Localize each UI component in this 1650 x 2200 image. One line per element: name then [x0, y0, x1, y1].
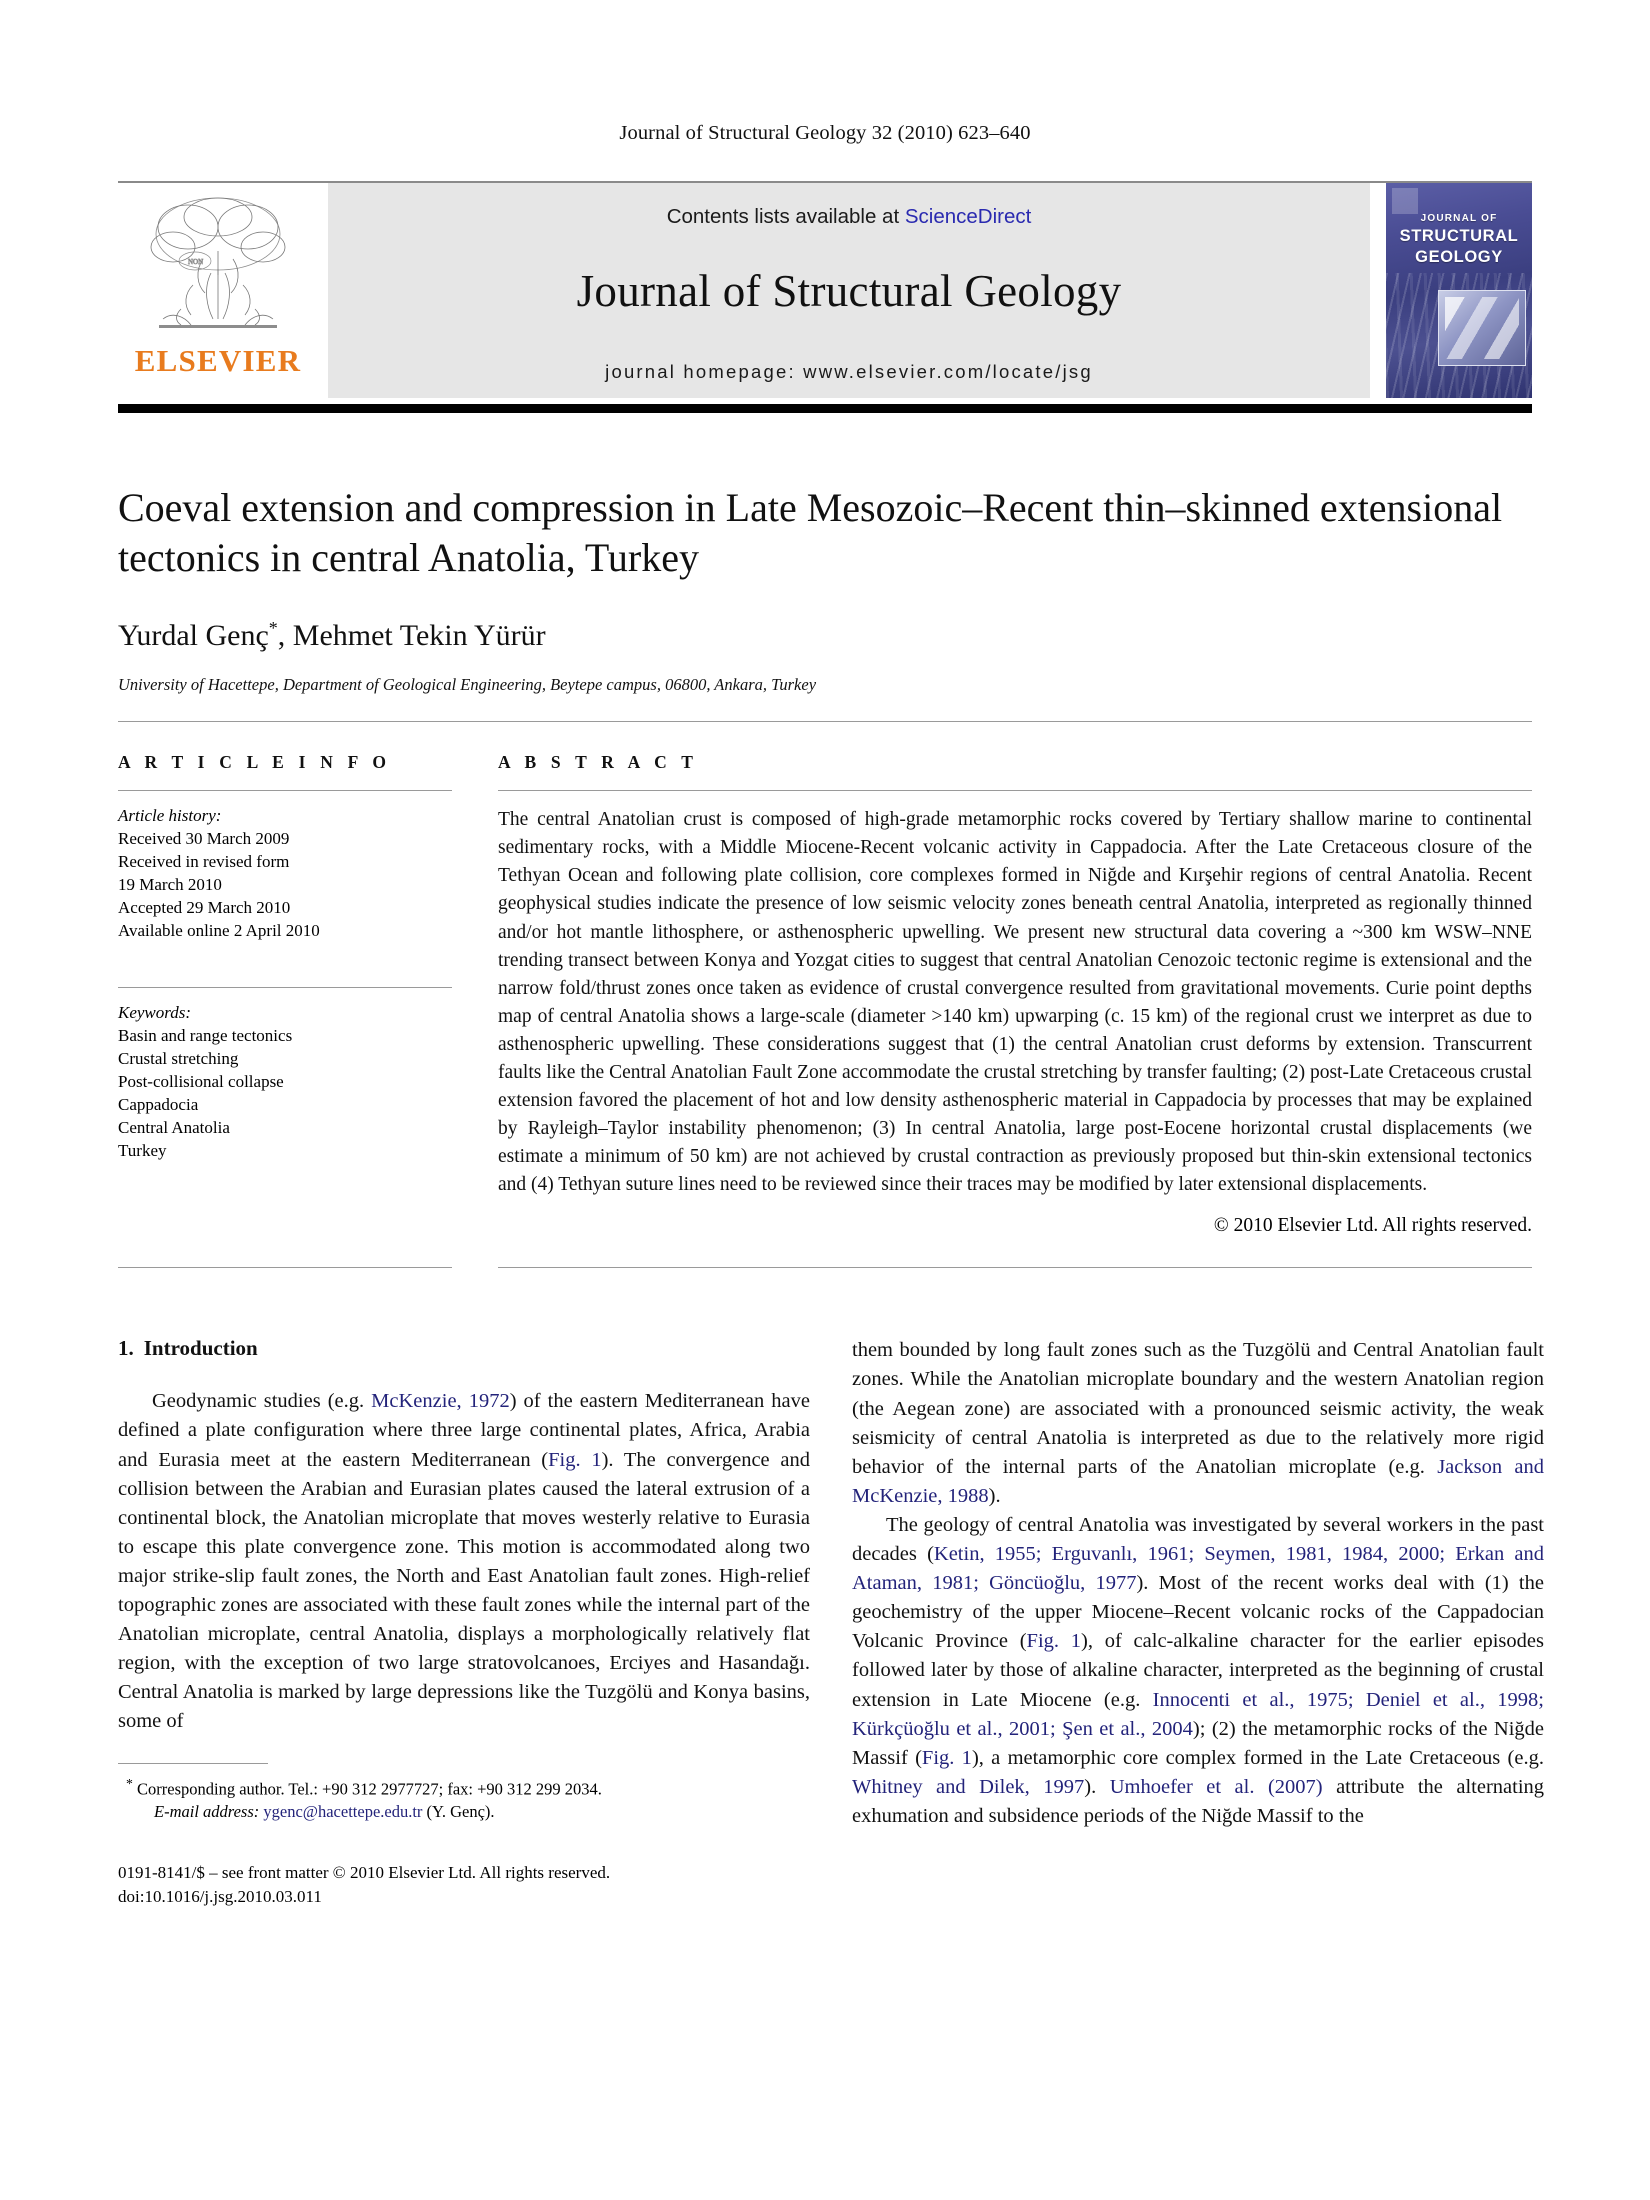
keyword-item: Central Anatolia: [118, 1118, 230, 1138]
email-link[interactable]: ygenc@hacettepe.edu.tr: [263, 1802, 423, 1822]
intro-paragraph-right-1: [852, 1336, 1544, 1511]
author-primary: Yurdal Genç: [118, 619, 269, 653]
cover-elsevier-icon: [1392, 188, 1418, 214]
cover-title: [1386, 213, 1532, 268]
journal-title: Journal of Structural Geology: [576, 266, 1122, 316]
masthead-bottom-rule: [118, 404, 1532, 413]
journal-masthead: [118, 183, 1532, 398]
cover-title-line2: STRUCTURAL: [1399, 226, 1519, 245]
abstract-label: A B S T R A C T: [498, 752, 699, 773]
citation-link[interactable]: Ketin, 1955; Erguvanlı, 1961; Seymen, 1981, 1984, 2000; Erkan and Ataman, 1981; Göncüoğlu, 1977: [852, 1543, 1544, 1595]
info-abstract-section: [118, 752, 1532, 1237]
elsevier-logo: [118, 183, 318, 398]
body-text-run: attribute the alternating exhumation and subsidence periods of the Niğde Massif to the: [852, 1775, 1545, 1828]
intro-paragraph-right-2: [852, 1511, 1544, 1831]
keyword-item: Cappadocia: [118, 1095, 199, 1115]
body-text-run: ), a metamorphic core complex formed in the Late Cretaceous (e.g.: [971, 1746, 1544, 1769]
cover-inset-photo: [1438, 290, 1526, 366]
article-info-column: [118, 752, 498, 1237]
history-item: 19 March 2010: [118, 875, 222, 894]
journal-homepage-link[interactable]: journal homepage: www.elsevier.com/locate/jsg: [605, 361, 1093, 382]
keyword-item: Basin and range tectonics: [118, 1025, 293, 1045]
citation-link[interactable]: Fig. 1: [548, 1448, 602, 1471]
body-column-right: [852, 1336, 1544, 1909]
body-text-run: ) of the eastern Mediterranean have defined a plate configuration where three large continental plates, Africa, Arabia and Eurasia meet at the eastern Mediterranean (: [118, 1390, 810, 1471]
keyword-item: Crustal stretching: [118, 1049, 239, 1069]
journal-banner: [328, 183, 1370, 398]
author-list: [118, 618, 1532, 653]
citation-link[interactable]: Fig. 1: [1026, 1630, 1082, 1653]
body-text-run: ). Most of the recent works deal with (1) the geochemistry of the upper Miocene–Recent volcanic rocks of the Cappadocian Volcanic Province (: [852, 1572, 1544, 1653]
affiliation: University of Hacettepe, Department of Geological Engineering, Beytepe campus, 06800, Ankara, Turkey: [118, 675, 817, 695]
body-text-run: ); (2) the metamorphic rocks of the Niğde Massif (: [852, 1717, 1544, 1769]
abstract-text: The central Anatolian crust is composed of high-grade metamorphic rocks covered by Tertiary shallow marine to continental sedimentary rocks, with a Middle Miocene-Recent volcanic activity in Cappadocia. After the Late Cretaceous closure of the Tethyan Ocean and following plate collision, core complexes formed in Niğde and Kırşehir regions of central Anatolia. Recent geophysical studies indicate the presence of low seismic velocity zones beneath central Anatolia, interpreted as regionally thinned and/or hot mantle lithosphere, or asthenospheric upwelling. We present new structural data covering a ~300 km WSW–NNE trending transect between Konya and Yozgat cities to suggest that central Anatolian Cenozoic tectonic regime is extensional and the narrow fold/thrust zones once taken as evidence of crustal convergence resulted from gravitational movements. Curie point depths map of central Anatolia shows a large-scale (diameter >140 km) upwarping (c. 15 km) of the regional crust we interpret as due to asthenospheric upwelling. These considerations suggest that (1) the central Anatolian crust deforms by extension. Transcurrent faults like the Central Anatolian Fault Zone accommodate the crustal stretching by transfer faulting; (2) post-Late Cretaceous crustal extension favored the placement of hot and low density asthenospheric material in Cappadocia by processes that may be explained by Rayleigh–Taylor instability phenomenon; (3) In central Anatolia, large post-Eocene horizontal crustal displacements (we estimate a minimum of 50 km) are not achieved by crustal contraction as previously proposed but thin-skin extensional tectonics and (4) Tethyan suture lines need to be reviewed since their traces may be modified by later extensional displacements.: [498, 809, 1532, 1196]
author-secondary: , Mehmet Tekin Yürür: [277, 619, 546, 653]
abstract-bottom-rule: [498, 1267, 1532, 1268]
history-item: Received 30 March 2009: [118, 829, 290, 849]
keywords-rule: [118, 987, 452, 988]
footnote-rule: [118, 1763, 268, 1764]
citation-link[interactable]: Fig. 1: [921, 1746, 972, 1769]
body-column-left: [118, 1336, 810, 1909]
keywords-block: [118, 1001, 452, 1163]
footnote-block: [118, 1763, 810, 1910]
history-item: Received in revised form: [118, 852, 290, 872]
email-label: E-mail address:: [154, 1802, 260, 1822]
cover-title-line3: GEOLOGY: [1415, 247, 1503, 266]
keyword-item: Post-collisional collapse: [118, 1072, 284, 1092]
body-text-run: ). The convergence and collision between the Arabian and Eurasian plates caused the lateral extrusion of a continental block, the Anatolian microplate that moves westerly relative to Eurasia to escape this plate convergence zone. This motion is accommodated along two major strike-slip fault zones, the North and East Anatolian fault zones. High-relief topographic zones are associated with these fault zones while the internal part of the Anatolian microplate, central Anatolia, displays a morphologically relatively flat region, with the exception of two large stratovolcanoes, Erciyes and Hasandağı. Central Anatolia is marked by large depressions like the Tuzgölü and Konya basins, some of: [118, 1448, 810, 1733]
footnote-marker: *: [126, 1775, 133, 1791]
citation-link[interactable]: Whitney and Dilek, 1997: [852, 1775, 1085, 1798]
history-item: Accepted 29 March 2010: [118, 897, 291, 917]
body-columns: [118, 1336, 1545, 1909]
history-item: Available online 2 April 2010: [118, 920, 320, 940]
sciencedirect-link[interactable]: ScienceDirect: [904, 205, 1032, 228]
issn-block: [118, 1861, 810, 1909]
email-suffix: (Y. Genç).: [426, 1802, 495, 1822]
article-history: [118, 805, 452, 943]
email-note: [118, 1800, 810, 1823]
section-heading-introduction: [118, 1336, 810, 1361]
article-info-rule: [118, 790, 452, 791]
svg-text:NON: NON: [188, 258, 204, 266]
abstract-column: [498, 752, 1532, 1237]
body-text-run: ).: [1084, 1775, 1110, 1798]
doi-line: doi:10.1016/j.jsg.2010.03.011: [118, 1887, 322, 1907]
abstract-copyright: © 2010 Elsevier Ltd. All rights reserved.: [1213, 1215, 1532, 1237]
body-text-run: ).: [988, 1484, 1001, 1507]
journal-cover-thumbnail: [1386, 183, 1532, 398]
article-title: Coeval extension and compression in Late Mesozoic–Recent thin–skinned extensional tectonics in central Anatolia, Turkey: [118, 485, 1503, 580]
abstract-rule: [498, 790, 1532, 791]
issn-line: 0191-8141/$ – see front matter © 2010 Elsevier Ltd. All rights reserved.: [118, 1863, 611, 1883]
section-divider-rules: [118, 1267, 1532, 1268]
elsevier-tree-icon: [133, 189, 303, 341]
citation-link[interactable]: Innocenti et al., 1975; Deniel et al., 1998; Kürkçüoğlu et al., 2001; Şen et al., 2004: [852, 1688, 1544, 1740]
corresponding-author-marker: *: [268, 618, 278, 639]
article-history-label: Article history:: [118, 806, 222, 826]
citation-link[interactable]: Jackson and McKenzie, 1988: [852, 1455, 1544, 1507]
body-text-run: ), of calc-alkaline character for the earlier episodes followed later by those of alkaline character, interpreted as the beginning of crustal extension in Late Miocene (e.g.: [852, 1630, 1544, 1711]
contents-available-line: [667, 205, 1032, 229]
intro-paragraph-left: [118, 1387, 810, 1736]
elsevier-wordmark: ELSEVIER: [134, 343, 302, 378]
section-number: 1.: [118, 1336, 134, 1361]
body-text-run: Geodynamic studies (e.g.: [152, 1390, 372, 1413]
body-text-run: them bounded by long fault zones such as the Tuzgölü and Central Anatolian fault zones. While the Anatolian microplate boundary and the western Anatolian region (the Aegean zone) are associated with a pronounced seismic activity, the weak seismicity of central Anatolia is interpreted as due to the relatively more rigid behavior of the internal parts of the Anatolian microplate (e.g.: [852, 1339, 1544, 1478]
corresponding-author-text: Corresponding author. Tel.: +90 312 2977727; fax: +90 312 299 2034.: [137, 1779, 602, 1799]
citation-link[interactable]: McKenzie, 1972: [371, 1390, 510, 1413]
affiliation-rule: [118, 721, 1532, 722]
corresponding-author-note: [118, 1774, 810, 1801]
keyword-item: Turkey: [118, 1141, 167, 1161]
contents-prefix: Contents lists available at: [666, 205, 905, 228]
keywords-label: Keywords:: [118, 1002, 192, 1022]
info-bottom-rule: [118, 1267, 452, 1268]
citation-link[interactable]: Umhoefer et al. (2007): [1109, 1775, 1323, 1798]
cover-title-line1: JOURNAL OF: [1420, 213, 1498, 224]
section-title: Introduction: [143, 1336, 258, 1361]
article-info-label: A R T I C L E I N F O: [118, 752, 392, 773]
body-text-run: The geology of central Anatolia was investigated by several workers in the past decades (: [852, 1513, 1544, 1566]
running-head: Journal of Structural Geology 32 (2010) 623–640: [619, 122, 1031, 144]
